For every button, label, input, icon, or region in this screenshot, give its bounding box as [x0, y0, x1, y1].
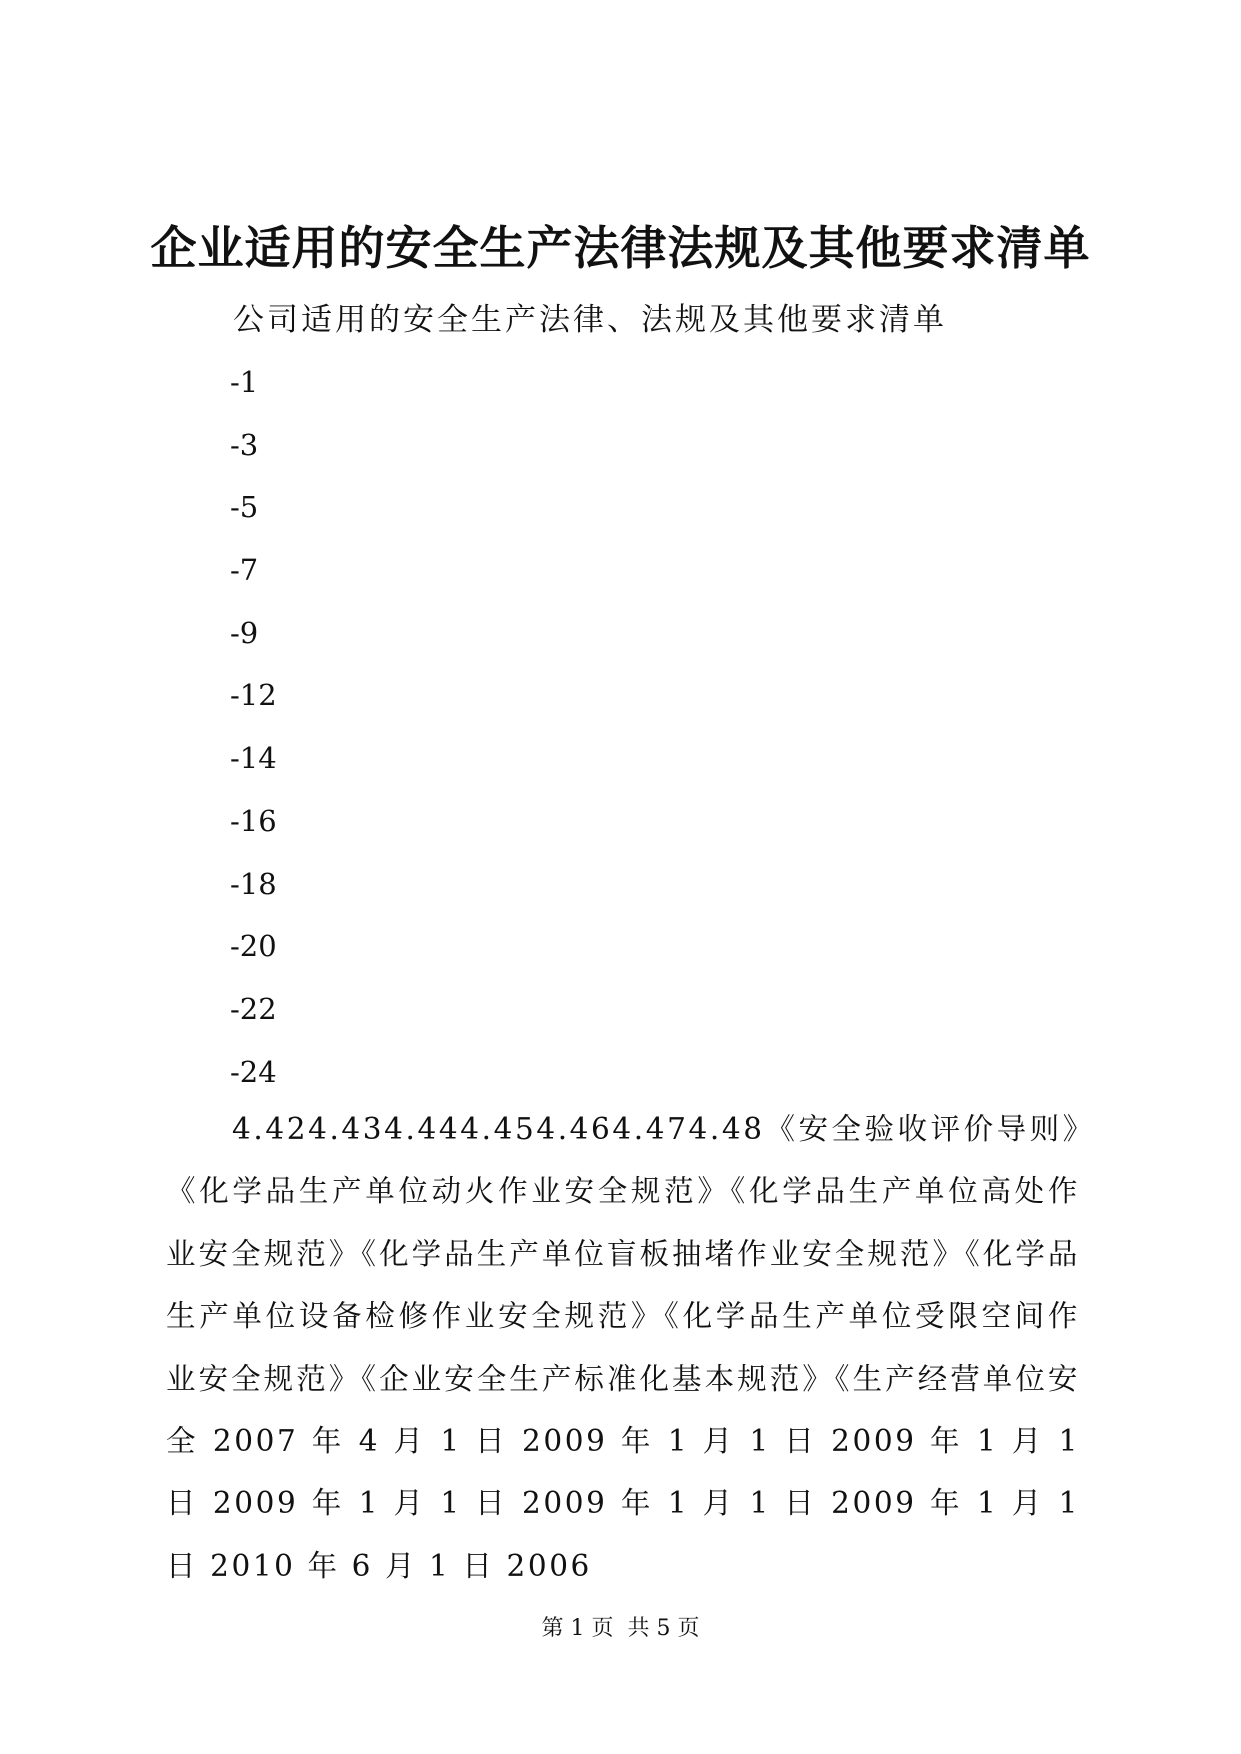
document-title: 企业适用的安全生产法律法规及其他要求清单 — [150, 221, 1091, 275]
list-item: -24 — [230, 1054, 277, 1089]
list-item: -1 — [230, 365, 259, 399]
list-item: -5 — [230, 490, 259, 525]
list-item: -22 — [230, 991, 277, 1026]
list-item: -9 — [230, 615, 259, 650]
document-subtitle: 公司适用的安全生产法律、法规及其他要求清单 — [233, 302, 947, 338]
list-item: -12 — [230, 678, 277, 713]
list-item: -7 — [230, 553, 259, 588]
list-item: -18 — [230, 866, 277, 901]
list-item: -20 — [230, 929, 277, 964]
page-footer: 第 1 页 共 5 页 — [541, 1616, 700, 1641]
body-paragraph: 4.424.434.444.454.464.474.48《安全验收评价导则》《化学品生产单位动火作业安全规范》《化学品生产单位高处作业安全规范》《化学品生产单位盲板抽堵作业安全规范》《化学品生产单位设备检修作业安全规范》《化学品生产单位受限空间作业安全规范》《企业安全生产标准化基本规范》《生产经营单位安全 2007 年 4 月 1 日 2009 年 1 月 1 日 2009 年 1 月 1 日 2009 年 1 月 1 日 2009 年 1 月 1 日 2009 年 1 月 1 日 2010 年 6 月 1 日 2006 — [166, 1112, 1080, 1583]
list-item: -3 — [230, 427, 259, 462]
list-item: -14 — [230, 741, 277, 776]
list-item: -16 — [230, 803, 277, 838]
number-list — [230, 360, 277, 1112]
